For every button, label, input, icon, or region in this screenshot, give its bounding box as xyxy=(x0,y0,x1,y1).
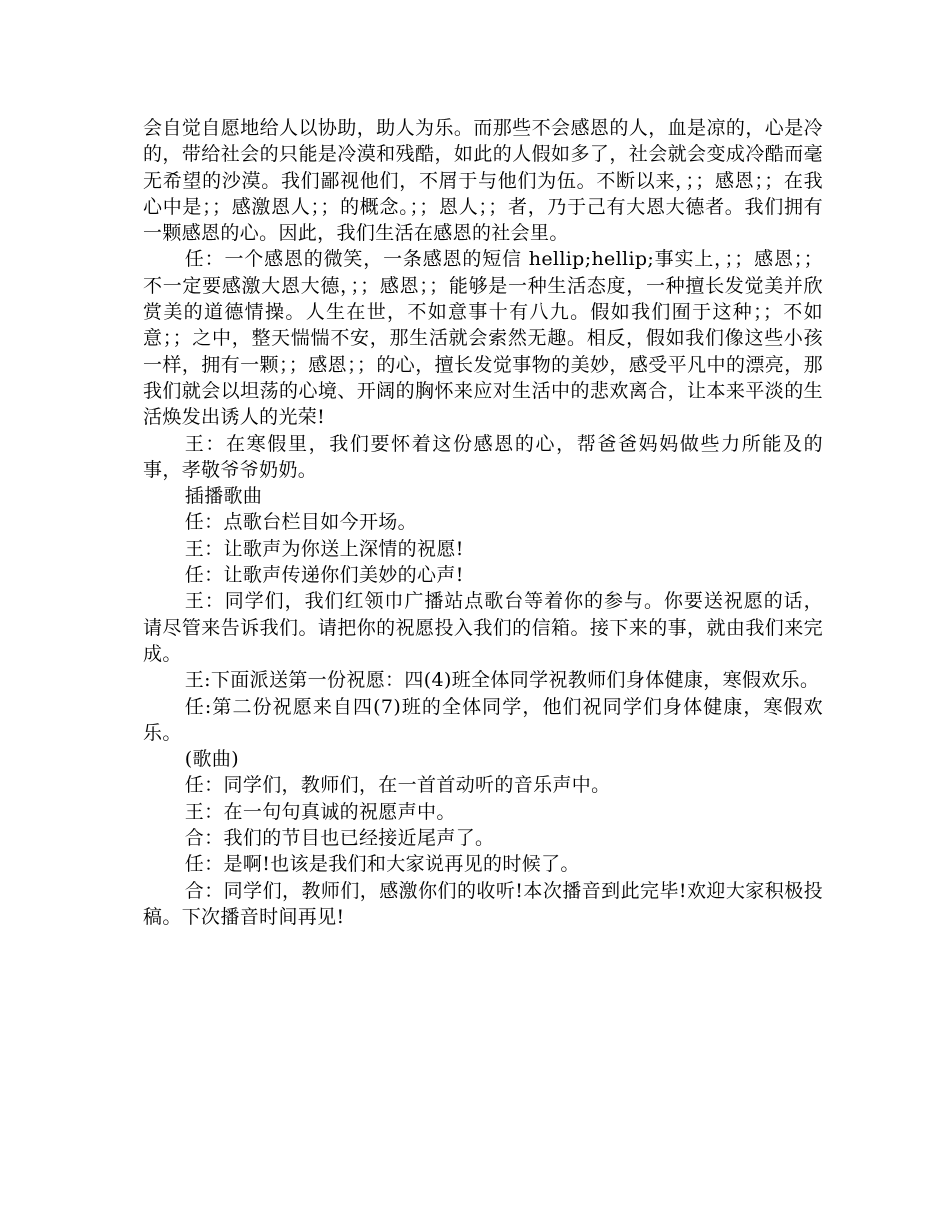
paragraph-ren-second-wish: 任:第二份祝愿来自四(7)班的全体同学，他们祝同学们身体健康，寒假欢乐。 xyxy=(143,695,823,744)
paragraph-ren-program-start: 任：点歌台栏目如今开场。 xyxy=(184,511,417,534)
paragraph-ren-music: 任：同学们，教师们，在一首首动听的音乐声中。 xyxy=(184,774,611,797)
paragraph-ren-song-voice: 任：让歌声传递你们美妙的心声! xyxy=(184,564,464,587)
paragraph-wang-song-wishes: 王：让歌声为你送上深情的祝愿! xyxy=(184,537,464,560)
paragraph-together-closing: 合：同学们，教师们，感激你们的收听!本次播音到此完毕!欢迎大家积极投稿。下次播音时间再见! xyxy=(143,879,823,928)
paragraph-intro: 会自觉自愿地给人以协助，助人为乐。而那些不会感恩的人，血是凉的，心是冷的，带给社会的只能是冷漠和残酷，如此的人假如多了，社会就会变成冷酷而毫无希望的沙漠。我们鄙视他们，不屑于与他们为伍。不断以来，；；感恩；；在我心中是；；感激恩人；；的概念。；；恩人；；者，乃于己有大恩大德者。我们拥有一颗感恩的心。因此，我们生活在感恩的社会里。 xyxy=(143,117,823,245)
paragraph-together-ending: 合：我们的节目也已经接近尾声了。 xyxy=(184,827,495,850)
paragraph-wang-wishes-voice: 王：在一句句真诚的祝愿声中。 xyxy=(184,800,456,823)
paragraph-ren-goodbye: 任：是啊!也该是我们和大家说再见的时候了。 xyxy=(184,853,580,876)
paragraph-wang-first-wish: 王:下面派送第一份祝愿：四(4)班全体同学祝教师们身体健康，寒假欢乐。 xyxy=(184,669,820,692)
paragraph-song-insert: 插播歌曲 xyxy=(184,485,263,508)
paragraph-song: (歌曲) xyxy=(184,748,240,771)
document-page xyxy=(143,115,823,930)
paragraph-wang-winter-break: 王：在寒假里，我们要怀着这份感恩的心，帮爸爸妈妈做些力所能及的事，孝敬爷爷奶奶。 xyxy=(143,432,823,481)
paragraph-wang-invite: 王：同学们，我们红领巾广播站点歌台等着你的参与。你要送祝愿的话，请尽管来告诉我们。请把你的祝愿投入我们的信箱。接下来的事，就由我们来完成。 xyxy=(143,590,823,665)
paragraph-ren-gratitude: 任：一个感恩的微笑，一条感恩的短信 hellip;hellip;事实上，；；感恩；；不一定要感激大恩大德，；；感恩；；能够是一种生活态度，一种擅长发觉美并欣赏美的道德情操。人生在世，不如意事十有八九。假如我们囿于这种；；不如意；；之中，整天惴惴不安，那生活就会索然无趣。相反，假如我们像这些小孩一样，拥有一颗；；感恩；；的心，擅长发觉事物的美妙，感受平凡中的漂亮，那我们就会以坦荡的心境、开阔的胸怀来应对生活中的悲欢离合，让本来平淡的生活焕发出诱人的光荣! xyxy=(143,248,823,429)
